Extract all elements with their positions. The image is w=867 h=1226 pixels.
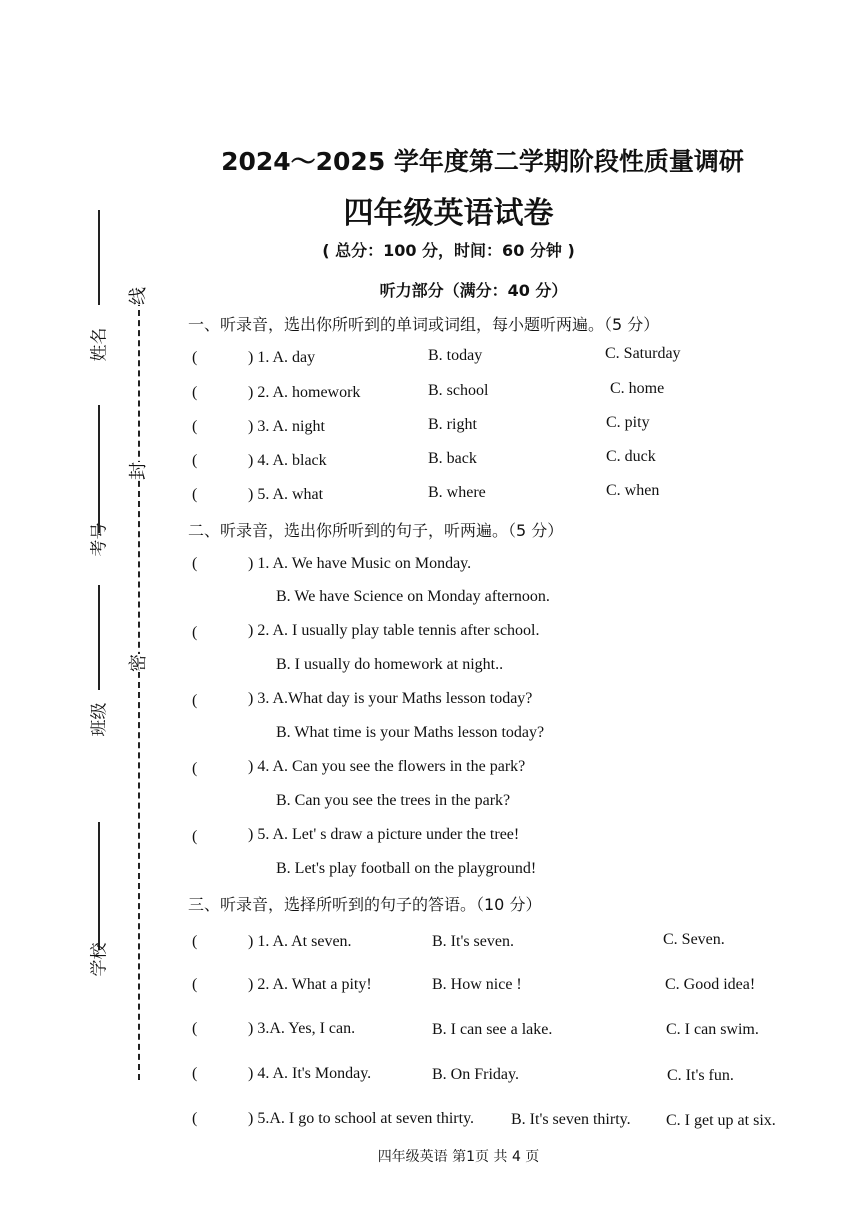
option-c: C. It's fun. xyxy=(667,1067,734,1084)
answer-paren: ( xyxy=(192,692,198,709)
answer-paren: ( xyxy=(192,1065,198,1082)
option-b: B. Let's play football on the playground! xyxy=(276,860,537,877)
option-c: C. Saturday xyxy=(605,345,681,362)
option-a: ) 3. A.What day is your Maths lesson today? xyxy=(248,690,533,707)
school-label: 学校 xyxy=(89,942,110,977)
score-time-info: ( 总分：100 分，时间：60 分钟 ) xyxy=(322,241,575,260)
answer-paren: ( xyxy=(192,452,198,469)
page-footer: 四年级英语 第1页 共 4 页 xyxy=(377,1149,540,1165)
option-c: C. Good idea! xyxy=(665,976,756,993)
option-a: ) 1. A. day xyxy=(248,349,316,366)
option-a: ) 5. A. Let' s draw a picture under the tree! xyxy=(248,826,520,843)
section3-heading: 三、听录音，选择所听到的句子的答语。（10 分） xyxy=(188,895,542,914)
option-c: C. I get up at six. xyxy=(666,1112,776,1129)
answer-paren: ( xyxy=(192,1110,198,1127)
option-a: ) 2. A. What a pity! xyxy=(248,976,372,993)
option-b: B. right xyxy=(428,416,477,433)
answer-paren: ( xyxy=(192,1020,198,1037)
exam-title-line1: 2024～2025 学年度第二学期阶段性质量调研 xyxy=(221,147,744,176)
answer-paren: ( xyxy=(192,555,198,572)
option-b: B. school xyxy=(428,382,489,399)
option-a: ) 3.A. Yes, I can. xyxy=(248,1020,356,1037)
option-b: B. On Friday. xyxy=(432,1066,519,1083)
school-underline xyxy=(98,822,100,950)
exam-title-line2: 四年级英语试卷 xyxy=(343,196,554,231)
option-a: ) 2. A. I usually play table tennis after school. xyxy=(248,622,540,639)
option-a: ) 1. A. At seven. xyxy=(248,933,352,950)
option-a: ) 5. A. what xyxy=(248,486,324,503)
option-a: ) 5.A. I go to school at seven thirty. xyxy=(248,1110,475,1127)
option-c: C. I can swim. xyxy=(666,1021,759,1038)
option-a: ) 2. A. homework xyxy=(248,384,361,401)
section1-heading: 一、听录音，选出你所听到的单词或词组，每小题听两遍。（5 分） xyxy=(188,315,660,334)
option-b: B. It's seven thirty. xyxy=(511,1111,631,1128)
option-b: B. How nice ! xyxy=(432,976,522,993)
option-c: C. duck xyxy=(606,448,656,465)
option-b: B. Can you see the trees in the park? xyxy=(276,792,511,809)
answer-paren: ( xyxy=(192,760,198,777)
option-c: C. pity xyxy=(606,414,650,431)
option-c: C. when xyxy=(606,482,660,499)
option-b: B. today xyxy=(428,347,483,364)
option-a: ) 3. A. night xyxy=(248,418,325,435)
option-a: ) 4. A. It's Monday. xyxy=(248,1065,372,1082)
answer-paren: ( xyxy=(192,828,198,845)
exam-no-underline xyxy=(98,405,100,533)
class-underline xyxy=(98,585,100,690)
answer-paren: ( xyxy=(192,349,198,366)
answer-paren: ( xyxy=(192,384,198,401)
option-b: B. We have Science on Monday afternoon. xyxy=(276,588,550,605)
option-b: B. where xyxy=(428,484,486,501)
option-c: C. Seven. xyxy=(663,931,725,948)
option-b: B. I usually do homework at night.. xyxy=(276,656,504,673)
listening-part-heading: 听力部分（满分：40 分） xyxy=(379,281,568,300)
exam-no-label: 考号 xyxy=(89,522,110,557)
option-a: ) 4. A. black xyxy=(248,452,327,469)
option-b: B. I can see a lake. xyxy=(432,1021,553,1038)
option-a: ) 4. A. Can you see the flowers in the park? xyxy=(248,758,526,775)
binding-dashed-line xyxy=(138,300,140,1080)
section2-heading: 二、听录音，选出你所听到的句子，听两遍。（5 分） xyxy=(188,521,564,540)
seal-line-char: 线 xyxy=(124,287,150,305)
answer-paren: ( xyxy=(192,486,198,503)
name-label: 姓名 xyxy=(89,327,110,362)
option-b: B. back xyxy=(428,450,477,467)
seal-seal-char: 封 xyxy=(124,462,150,480)
class-label: 班级 xyxy=(89,702,110,737)
option-c: C. home xyxy=(610,380,665,397)
option-a: ) 1. A. We have Music on Monday. xyxy=(248,555,472,572)
answer-paren: ( xyxy=(192,933,198,950)
seal-secret-char: 密 xyxy=(124,654,150,672)
answer-paren: ( xyxy=(192,976,198,993)
option-b: B. It's seven. xyxy=(432,933,514,950)
option-b: B. What time is your Maths lesson today? xyxy=(276,724,545,741)
answer-paren: ( xyxy=(192,624,198,641)
answer-paren: ( xyxy=(192,418,198,435)
